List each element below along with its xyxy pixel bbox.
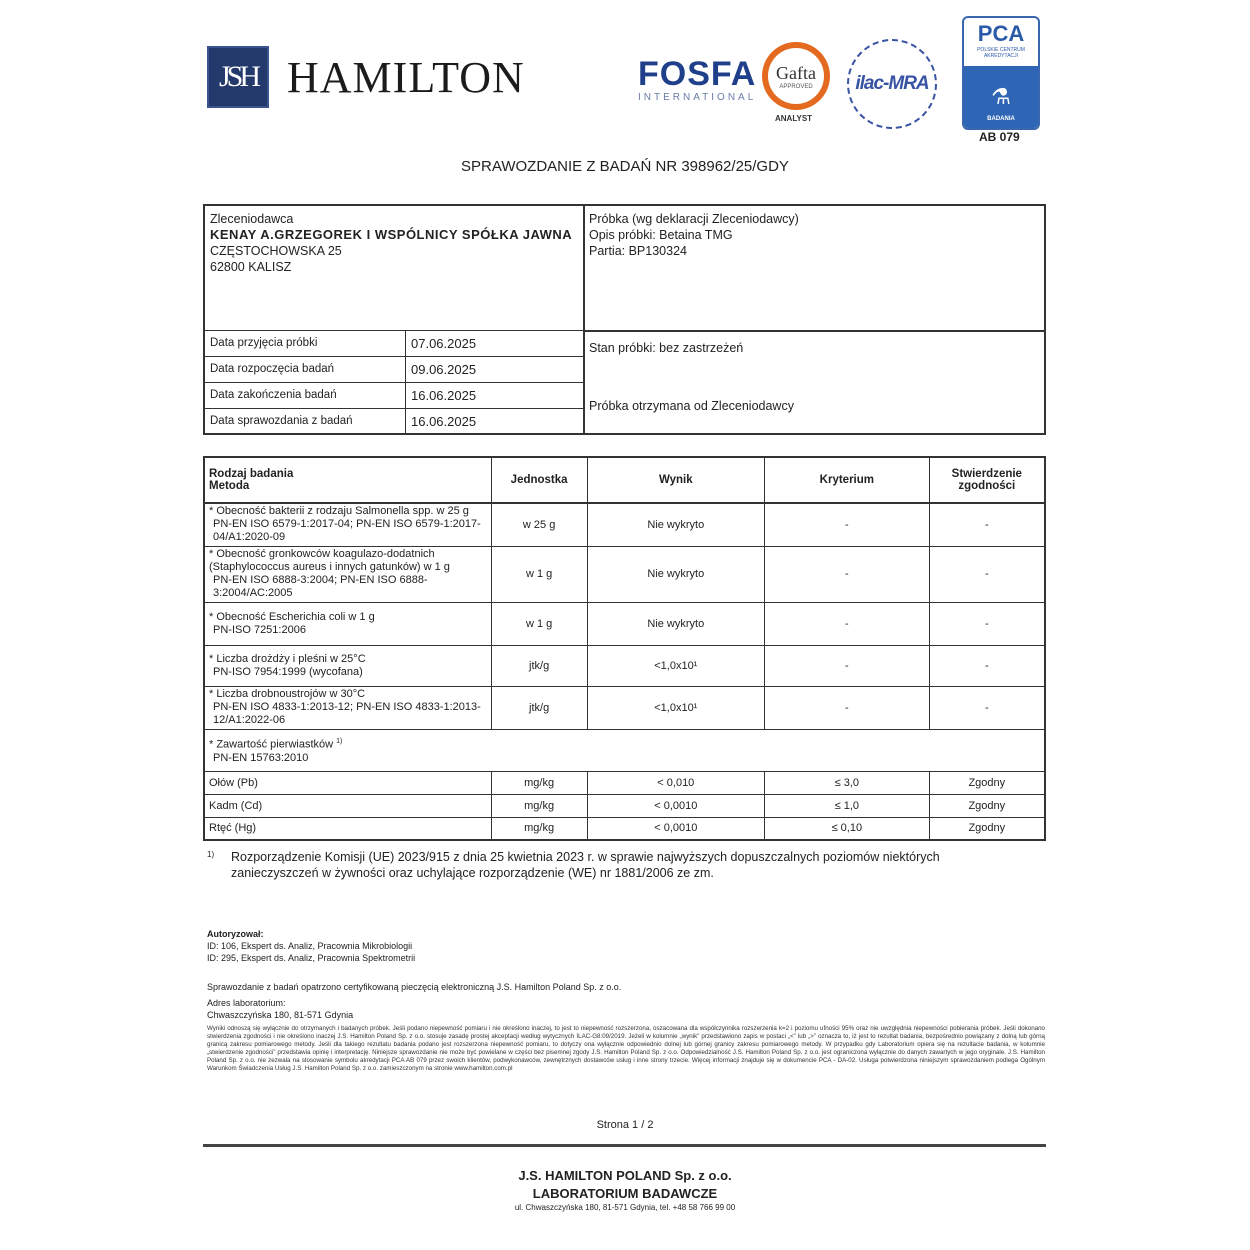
compliance-cell: Zgodny [929, 794, 1045, 817]
table-row [204, 602, 1045, 645]
results-table [203, 456, 1046, 841]
test-cell [204, 602, 491, 645]
criterion-cell: ≤ 3,0 [765, 771, 930, 794]
electronic-seal-note: Sprawozdanie z badań opatrzono certyfikowaną pieczęcią elektroniczną J.S. Hamilton Poland Sp. z o.o. [207, 982, 622, 992]
accreditation-code: AB 079 [979, 130, 1020, 144]
criterion-cell: ≤ 0,10 [765, 817, 930, 840]
compliance-cell: - [929, 602, 1045, 645]
result-cell: < 0,0010 [587, 794, 764, 817]
compliance-cell: Zgodny [929, 771, 1045, 794]
sample-description: Opis próbki: Betaina TMG [589, 228, 733, 242]
table-row [204, 686, 1045, 729]
compliance-cell: Zgodny [929, 817, 1045, 840]
column-header-unit: Jednostka [491, 457, 587, 503]
sample-block [589, 211, 799, 259]
compliance-cell: - [929, 546, 1045, 602]
criterion-cell: - [765, 602, 930, 645]
lab-address-value: Chwaszczyńska 180, 81-571 Gdynia [207, 1010, 354, 1020]
header-compliance-line1: Stwierdzenie [951, 468, 1022, 480]
date-label: Data rozpoczęcia badań [210, 363, 335, 375]
pca-subtitle: POLSKIE CENTRUM AKREDYTACJI [977, 47, 1025, 59]
authorization-block [207, 928, 415, 964]
fosfa-logo [638, 55, 756, 103]
table-row [204, 771, 1045, 794]
gafta-logo [762, 42, 830, 110]
unit-cell: mg/kg [491, 817, 587, 840]
elements-header-cell [204, 729, 1045, 771]
test-name: * Obecność bakterii z rodzaju Salmonella spp. w 25 g [209, 505, 469, 518]
sample-condition: Stan próbki: bez zastrzeżeń [589, 341, 744, 355]
result-cell: Nie wykryto [587, 503, 764, 546]
unit-cell: w 1 g [491, 602, 587, 645]
test-name: * Liczba drożdży i pleśni w 25°C [209, 652, 366, 665]
fosfa-subtitle: INTERNATIONAL [638, 92, 757, 103]
compliance-cell: - [929, 503, 1045, 546]
unit-cell: jtk/g [491, 686, 587, 729]
ilac-mra-logo [847, 39, 937, 129]
authorization-label: Autoryzował: [207, 929, 264, 939]
test-cell [204, 546, 491, 602]
table-row [204, 546, 1045, 602]
date-value: 16.06.2025 [411, 388, 477, 403]
page-number: Strona 1 / 2 [596, 1119, 654, 1131]
gafta-analyst: ANALYST [775, 114, 813, 123]
unit-cell: w 1 g [491, 546, 587, 602]
table-row [204, 794, 1045, 817]
criterion-cell: - [765, 546, 930, 602]
test-cell [204, 645, 491, 686]
test-cell [204, 503, 491, 546]
test-method: PN-ISO 7251:2006 [213, 623, 306, 636]
gafta-approved: APPROVED [779, 83, 813, 90]
client-city: 62800 KALISZ [210, 260, 292, 274]
criterion-cell: - [765, 503, 930, 546]
table-row [204, 817, 1045, 840]
elements-test-name: * Zawartość pierwiastków [209, 738, 334, 751]
flask-icon: ⚗ [991, 84, 1011, 109]
criterion-cell: ≤ 1,0 [765, 794, 930, 817]
footer-address: ul. Chwaszczyńska 180, 81-571 Gdynia, tel. +48 58 766 99 00 [514, 1203, 736, 1212]
test-cell [204, 686, 491, 729]
date-row [205, 382, 585, 409]
footnote-mark: 1) [207, 850, 215, 859]
authorizer-1: ID: 106, Ekspert ds. Analiz, Pracownia Mikrobiologii [207, 941, 413, 951]
result-cell: <1,0x10¹ [587, 645, 764, 686]
pca-badania: BADANIA [987, 116, 1015, 122]
table-row [204, 503, 1045, 546]
test-method: PN-EN ISO 4833-1:2013-12; PN-EN ISO 4833-1:2013-12/A1:2022-06 [213, 701, 481, 726]
test-name: * Obecność Escherichia coli w 1 g [209, 610, 375, 623]
ilac-mra-wordmark: ilac-MRA [855, 73, 929, 94]
footnote-text: Rozporządzenie Komisji (UE) 2023/915 z dnia 25 kwietnia 2023 r. w sprawie najwyższych dopuszczalnych poziomów niektórych zanieczyszczeń w żywności oraz uchylające rozporządzenie (WE) nr 1881/2006 ze zm. [231, 850, 940, 880]
pca-wordmark: PCA [977, 21, 1025, 46]
date-row [205, 356, 585, 383]
date-value: 07.06.2025 [411, 336, 477, 351]
client-street: CZĘSTOCHOWSKA 25 [210, 244, 342, 258]
company-name: HAMILTON [287, 52, 525, 102]
footer-divider [203, 1144, 1046, 1147]
date-row [205, 330, 585, 357]
pca-accreditation-logo [962, 16, 1040, 130]
sample-batch: Partia: BP130324 [589, 244, 687, 258]
element-name-cell: Rtęć (Hg) [204, 817, 491, 840]
fine-print: Wyniki odnoszą się wyłącznie do otrzymanych i badanych próbek. Jeśli podano niepewność pomiaru i nie określono inaczej, to jest to niepewność rozszerzona, oszacowana dla współczynnika rozszerzenia k=2 i poziomu ufności 95% oraz nie uwzględnia niepewności pobierania próbek. Jeśli dokonano stwierdzenia zgodności i nie określono inaczej J.S. Hamilton Poland Sp. z o.o. stosuje zasadę prostej akceptacji według wytycznych ILAC-G8:09/2019. Jeżeli w kolumnie „wynik” przedstawiono zapis w postaci „<” lub „>” oznacza to, iż jest to rezultat badania, bezpośrednio powiązany z dolną lub górną granicą zakresu pomiarowego metody. Jeśli dla takiego rezultatu badania podano jest rozszerzona niepewność pomiaru, to dotyczy ona wyłącznie odpowiednio dolnej lub górnej granicy zakresu pomiarowego metody. W przypadku gdy Laboratorium opiera się na rezultacie badania, w kolumnie „stwierdzenie zgodności” przedstawia opinię i interpretację. Niniejsze sprawozdanie nie może być powielane w części bez pisemnej zgody J.S. Hamilton Poland Sp. z o.o. Odpowiedzialność J.S. Hamilton Poland Sp. z o.o. jest ograniczona wyłącznie do danych zawartych w jego oryginale. J.S. Hamilton Poland Sp. z o.o. nie zezwala na stosowanie symbolu akredytacji PCA AB 079 przez swoich klientów, podwykonawców, zewnętrznych dostawców usług i inne strony trzecie. Więcej informacji znajduje się w dokumencie PCA - DA-02. Usługa potwierdzona niniejszym sprawozdaniem podlega Ogólnym Warunkom Świadczenia Usług J.S. Hamilton Poland Sp. z o.o. zamieszczonym na stronie www.hamilton.com.pl [207, 1025, 1045, 1072]
sample-source: Próbka otrzymana od Zleceniodawcy [589, 399, 794, 413]
sample-label: Próbka (wg deklaracji Zleceniodawcy) [589, 212, 799, 226]
result-cell: < 0,0010 [587, 817, 764, 840]
footnote-ref: 1) [336, 738, 343, 746]
info-box [203, 204, 1046, 435]
test-method: PN-EN ISO 6888-3:2004; PN-EN ISO 6888-3:2004/AC:2005 [213, 574, 428, 599]
compliance-cell: - [929, 686, 1045, 729]
header-method-label: Metoda [209, 480, 250, 492]
test-method: PN-EN ISO 6579-1:2017-04; PN-EN ISO 6579-1:2017-04/A1:2020-09 [213, 518, 481, 544]
header-test-label: Rodzaj badania [209, 468, 294, 480]
authorizer-2: ID: 295, Ekspert ds. Analiz, Pracownia Spektrometrii [207, 953, 416, 963]
date-label: Data zakończenia badań [210, 389, 337, 401]
test-name: * Obecność gronkowców koagulazo-dodatnich (Staphylococcus aureus i innych gatunków) w 1 g [209, 548, 450, 573]
criterion-cell: - [765, 645, 930, 686]
date-row [205, 408, 585, 435]
report-title: SPRAWOZDANIE Z BADAŃ NR 398962/25/GDY [461, 158, 789, 175]
lab-address [207, 997, 353, 1021]
column-header-test [204, 457, 491, 503]
element-name-cell: Ołów (Pb) [204, 771, 491, 794]
column-header-criterion: Kryterium [765, 457, 930, 503]
date-label: Data przyjęcia próbki [210, 337, 318, 349]
column-header-result: Wynik [587, 457, 764, 503]
client-block [210, 211, 580, 275]
gafta-wordmark: Gafta [776, 62, 816, 83]
unit-cell: jtk/g [491, 645, 587, 686]
table-row-elements-header [204, 729, 1045, 771]
footer-company: J.S. HAMILTON POLAND Sp. z o.o. [518, 1168, 732, 1183]
criterion-cell: - [765, 686, 930, 729]
test-name: * Liczba drobnoustrojów w 30°C [209, 688, 366, 700]
fosfa-wordmark: FOSFA [638, 55, 757, 93]
unit-cell: w 25 g [491, 503, 587, 546]
table-header-row [204, 457, 1045, 503]
footer-lab: LABORATORIUM BADAWCZE [532, 1186, 718, 1201]
hamilton-logo [207, 46, 525, 108]
element-name-cell: Kadm (Cd) [204, 794, 491, 817]
client-label: Zleceniodawca [210, 212, 294, 226]
column-header-compliance [929, 457, 1045, 503]
result-cell: Nie wykryto [587, 602, 764, 645]
date-value: 16.06.2025 [411, 414, 477, 429]
unit-cell: mg/kg [491, 794, 587, 817]
date-value: 09.06.2025 [411, 362, 477, 377]
test-method: PN-ISO 7954:1999 (wycofana) [213, 665, 363, 678]
header-compliance-line2: zgodności [958, 480, 1016, 492]
lab-address-label: Adres laboratorium: [207, 998, 286, 1008]
result-cell: Nie wykryto [587, 546, 764, 602]
table-row [204, 645, 1045, 686]
compliance-cell: - [929, 645, 1045, 686]
hamilton-logo-mark: JSH [207, 46, 269, 108]
result-cell: <1,0x10¹ [587, 686, 764, 729]
result-cell: < 0,010 [587, 771, 764, 794]
unit-cell: mg/kg [491, 771, 587, 794]
elements-method: PN-EN 15763:2010 [213, 751, 309, 764]
date-label: Data sprawozdania z badań [210, 415, 353, 427]
client-name: KENAY A.GRZEGOREK I WSPÓLNICY SPÓŁKA JAWNA [210, 227, 573, 242]
